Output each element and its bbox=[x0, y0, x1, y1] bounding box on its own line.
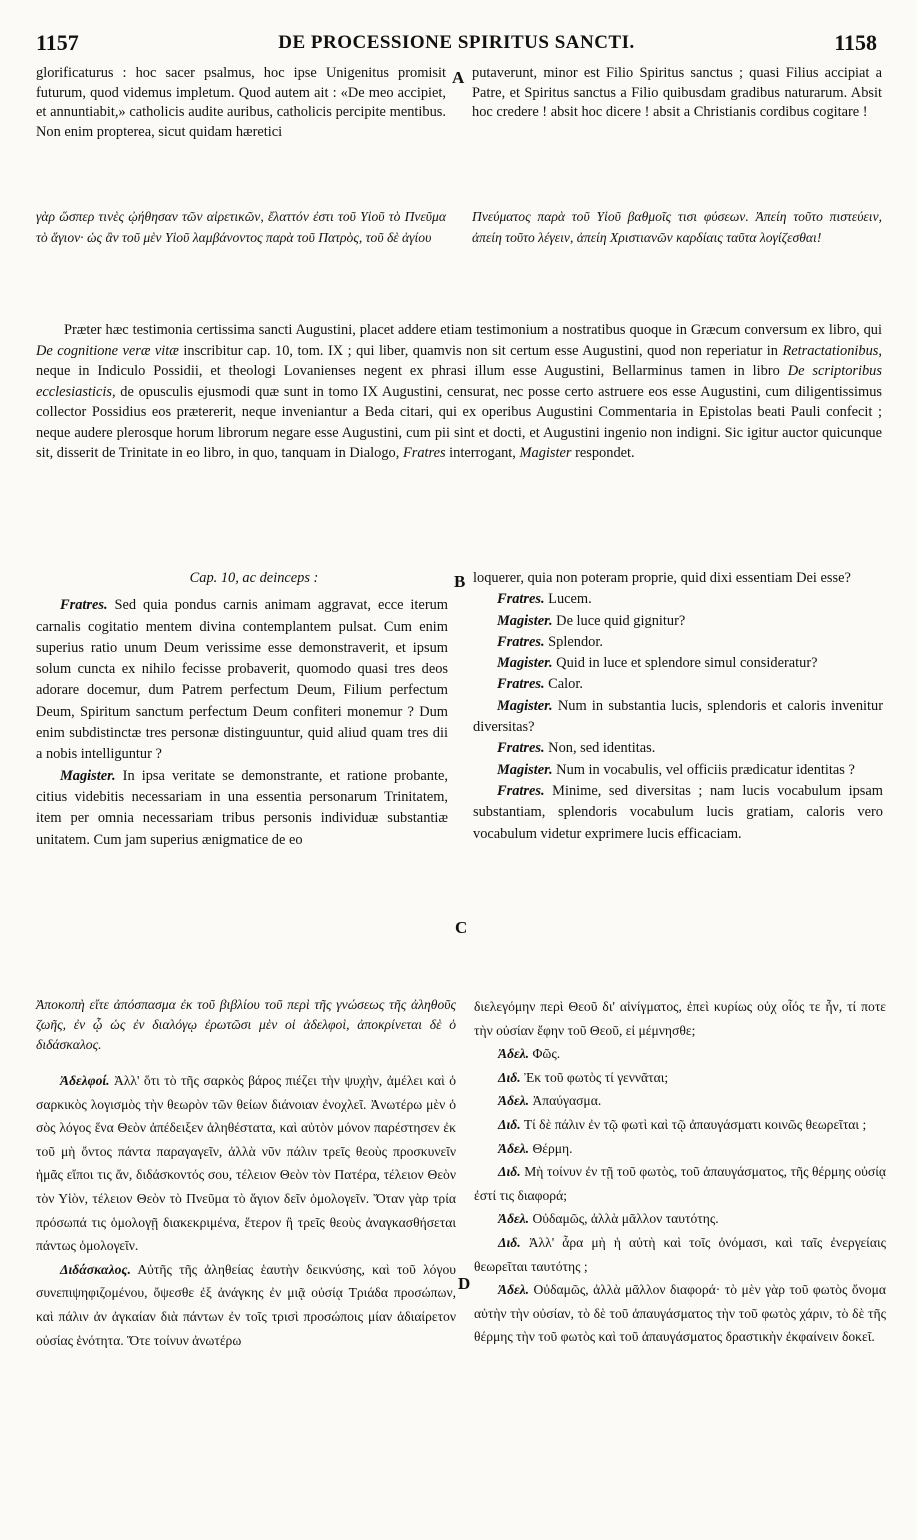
dialogue-line bbox=[474, 1137, 886, 1161]
dialogue-line bbox=[473, 696, 883, 739]
greek-text-top-left bbox=[36, 206, 446, 248]
speaker-label: Ἀδελ. bbox=[498, 1046, 530, 1062]
dialogue-text: Θέρμη. bbox=[529, 1140, 573, 1156]
speaker-label: Magister. bbox=[497, 761, 553, 778]
paragraph bbox=[36, 320, 882, 464]
dialogue-line bbox=[474, 1278, 886, 1349]
greek-text-top-right bbox=[472, 206, 882, 248]
dialogue-text: Ἐκ τοῦ φωτὸς τί γεννᾶται; bbox=[520, 1069, 669, 1085]
speaker-label: Ἀδελ. bbox=[498, 1093, 530, 1109]
speaker-label: Διδ. bbox=[498, 1069, 521, 1085]
dialogue-text: Calor. bbox=[544, 676, 583, 693]
page-number-left: 1157 bbox=[36, 30, 79, 55]
margin-mark-c: C bbox=[455, 918, 468, 937]
intro-text: , de opusculis ejusmodi quæ sunt in tomo IX Augustini, censurat, nec posse certo astruere eos esse Augustini, cum diligentissimus collector Possidius eos prætererit, neque inveniantur a Beda citari, qui ex operibus Augustini Commentaria in Epistolas beati Pauli confecit ; neque audere plerosque horum librorum negare esse Augustini, cum pii sint et docti, et Augustini ingenio non indigni. Sic igitur auctor quicunque sit, disserit de Trinitate in eo libro, in quo, tanquam in Dialogo, bbox=[36, 383, 882, 461]
dialogue-text: Ἀπαύγασμα. bbox=[529, 1093, 602, 1109]
dialogue-text: Non, sed identitas. bbox=[544, 740, 656, 757]
latin-dialogue-right bbox=[473, 568, 883, 845]
dialogue-text: Φῶς. bbox=[529, 1046, 561, 1062]
dialogue-line bbox=[473, 738, 883, 759]
speaker-label: Ἀδελ. bbox=[498, 1211, 530, 1227]
dialogue-line bbox=[474, 1042, 886, 1066]
dialogue-text: Splendor. bbox=[544, 633, 603, 650]
intro-speaker: Fratres bbox=[402, 445, 446, 461]
dialogue-line bbox=[474, 1089, 886, 1113]
dialogue-text: Quid in luce et splendore simul consideratur? bbox=[552, 655, 818, 672]
margin-mark-a: A bbox=[452, 68, 465, 87]
speaker-label: Ἀδελ. bbox=[498, 1140, 530, 1156]
speaker-label: Ἀδελ. bbox=[498, 1282, 530, 1298]
dialogue-text: Sed quia pondus carnis animam aggravat, ecce iterum carnalis cogitatio mentem divina contemplantem pulsat. Cum enim superius ratio unum Deum verissime esse demonstraverit, et ipsum solum cuncta ex nihilo fecisse probaverit, quomodo quasi tres deos adorare docemur, dum Patrem perfectum Deum, Filium perfectum Deum, Spiritum sanctum perfectum Deum confiteri monemur ? Dum enim subdistinctæ tres personæ distinguuntur, quid aliud quam tres dii a nobis intelliguntur ? bbox=[36, 597, 448, 763]
intro-text: inscribitur cap. 10, tom. IX ; qui liber, quamvis non sit certum esse Augustini, quod non reperiatur in bbox=[178, 342, 783, 359]
speaker-label: Διδ. bbox=[498, 1234, 521, 1250]
greek-dialogue-right bbox=[474, 995, 886, 1349]
latin-dialogue-left bbox=[36, 568, 448, 851]
continued-paragraph: διελεγόμην περὶ Θεοῦ δι' αἰνίγματος, ἐπεὶ κυρίως οὐχ οἷός τε ἦν, τί ποτε τὴν οὐσίαν ἔφην τοῦ Θεοῦ, εἰ μέμνησθε; bbox=[474, 999, 886, 1038]
greek-dialogue-right-lines bbox=[474, 1042, 886, 1349]
dialogue-line bbox=[474, 1113, 886, 1137]
intro-paragraph bbox=[36, 320, 882, 464]
intro-book-title: Retractationibus bbox=[782, 342, 879, 359]
margin-mark-b: B bbox=[454, 572, 466, 591]
intro-text: , neque in Indiculo Possidii, et theologi Lovanienses negent ex phrasi illum esse Augustini, Bellarminus tamen in libro bbox=[36, 342, 882, 379]
dialogue-text: Num in substantia lucis, splendoris et caloris invenitur diversitas? bbox=[473, 697, 883, 736]
dialogue-line bbox=[474, 1066, 886, 1090]
dialogue-line bbox=[36, 1258, 456, 1352]
latin-dialogue-left-lines bbox=[36, 595, 448, 851]
latin-dialogue-right-lines bbox=[473, 589, 883, 845]
continued-paragraph: loquerer, quia non poteram proprie, quid dixi essentiam Dei esse? bbox=[473, 570, 851, 586]
dialogue-text: Τί δὲ πάλιν ἐν τῷ φωτὶ καὶ τῷ ἀπαυγάσματι κοινῶς θεωρεῖται ; bbox=[520, 1116, 867, 1132]
speaker-label: Magister. bbox=[497, 697, 553, 714]
dialogue-text: Αὐτῆς τῆς ἀληθείας ἑαυτὴν δεικνύσης, καὶ τοῦ λόγου συνεπιψηφιζομένου, ὄψεσθε ἐξ ἀνάγκης ἐν μιᾷ οὐσίᾳ Τριάδα προσώπων, καὶ πάλιν ἀν ἀγκαίαν διὰ πάντων ἐν τοῖς τρισὶ προσώποις μίαν ἀδιαίρετον οὐσίας ἑνότητα. Ὅτε τοίνυν ἀνωτέρω bbox=[36, 1261, 456, 1348]
dialogue-line bbox=[473, 653, 883, 674]
speaker-label: Magister. bbox=[497, 655, 553, 672]
dialogue-text: Lucem. bbox=[544, 591, 592, 608]
intro-text: Præter hæc testimonia certissima sancti Augustini, placet addere etiam testimonium a nostratibus quoque in Græcum conversum ex libro, qui bbox=[64, 322, 882, 338]
running-title: DE PROCESSIONE SPIRITUS SANCTI. bbox=[278, 32, 635, 53]
greek-dialogue-left bbox=[36, 995, 456, 1352]
speaker-label: Magister. bbox=[497, 612, 553, 629]
greek-heading: Ἀποκοπὴ εἴτε ἀπόσπασμα ἐκ τοῦ βιβλίου τοῦ περὶ τῆς γνώσεως τῆς ἀληθοῦς ζωῆς, ἐν ᾧ ὡς ἐν διαλόγῳ ἐρωτῶσι μὲν οἱ ἀδελφοὶ, ἀποκρίνεται δὲ ὁ διδάσκαλος. bbox=[36, 997, 456, 1052]
speaker-label: Ἀδελφοί. bbox=[60, 1073, 110, 1088]
dialogue-line bbox=[473, 589, 883, 610]
speaker-label: Διδ. bbox=[498, 1164, 521, 1180]
speaker-label: Fratres. bbox=[497, 633, 545, 650]
dialogue-text: Μὴ τοίνυν ἐν τῇ τοῦ φωτὸς, τοῦ ἀπαυγάσματος, τῆς θέρμης οὐσίᾳ ἐστί τις διαφορά; bbox=[474, 1164, 886, 1203]
dialogue-text: Ἀλλ' ἆρα μὴ ἡ αὐτὴ καὶ τοῖς ὀνόμασι, καὶ ταῖς ἐνεργείαις θεωρεῖται ταυτότης ; bbox=[474, 1234, 886, 1274]
paragraph: putaverunt, minor est Filio Spiritus sanctus ; quasi Filius accipiat a Patre, et Spiritus sanctus a Filio quibusdam gradibus naturarum. Absit hoc credere ! absit hoc dicere ! absit a Christianis cordibus cogitare ! bbox=[472, 65, 882, 121]
latin-text-top-right bbox=[472, 64, 882, 123]
dialogue-line bbox=[474, 1231, 886, 1278]
intro-text: respondet. bbox=[571, 445, 635, 461]
speaker-label: Διδάσκαλος. bbox=[60, 1261, 131, 1277]
speaker-label: Fratres. bbox=[497, 740, 545, 757]
dialogue-line bbox=[36, 766, 448, 851]
dialogue-line bbox=[474, 1207, 886, 1231]
page-number-right: 1158 bbox=[834, 30, 877, 55]
intro-text: interrogant, bbox=[445, 445, 520, 461]
dialogue-line bbox=[36, 1069, 456, 1258]
intro-speaker: Magister bbox=[519, 445, 572, 461]
dialogue-line bbox=[473, 760, 883, 781]
speaker-label: Magister. bbox=[60, 767, 116, 784]
intro-book-title: De scriptoribus ecclesiasticis bbox=[36, 363, 882, 400]
paragraph: γὰρ ὥσπερ τινὲς ᾠήθησαν τῶν αἱρετικῶν, ἔλαττόν ἐστι τοῦ Υἱοῦ τὸ Πνεῦμα τὸ ἅγιον· ὡς ἂν τοῦ μὲν Υἱοῦ λαμβάνοντος παρὰ τοῦ Πατρὸς, τοῦ δὲ ἁγίου bbox=[36, 209, 446, 245]
dialogue-text: Ἀλλ' ὅτι τὸ τῆς σαρκὸς βάρος πιέζει τὴν ψυχὴν, ἀμέλει καὶ ὁ σαρκικὸς λογισμὸς τὴν θεωρὸν τῶν θείων διάνοιαν ἐνοχλεῖ. Ἀνωτέρω μὲν ὁ σὸς λόγος ἕνα Θεὸν ἀπέδειξεν ἀληθέστατα, καὶ αὐτὸν μόνον παρέστησεν ἐκ τοῦ μὴ ὄντος πάντα παραγαγεῖν, ἀλλὰ νῦν πάλιν τρεῖς θεοὺς προσκυνεῖν ἡμᾶς εἴποι τις ἄν, διδάσκοντός σου, τέλειον Θεὸν τὸν Πατέρα, τέλειον Θεὸν τὸν Υἱὸν, τέλειον Θεὸν τὸ Πνεῦμα τὸ ἅγιον δεῖν ὁμολογεῖν. Ὅταν γὰρ τρία πρόσωπά τις ὁμολογῇ διακεκριμένα, ἕτερον ἢ τρεῖς θεοὺς ἀναγκασθήσεται πάντως ὁμολογεῖν. bbox=[36, 1073, 456, 1254]
speaker-label: Fratres. bbox=[60, 597, 108, 614]
dialogue-line bbox=[473, 632, 883, 653]
dialogue-line bbox=[36, 595, 448, 765]
dialogue-line bbox=[473, 611, 883, 632]
chapter-heading: Cap. 10, ac deinceps : bbox=[189, 570, 319, 586]
dialogue-text: Minime, sed diversitas ; nam lucis vocabulum ipsam substantiam, splendoris vocabulum lucis gratiam, caloris vero vocabulum videtur exprimere lucis efficaciam. bbox=[473, 782, 883, 842]
paragraph: Πνεύματος παρὰ τοῦ Υἱοῦ βαθμοῖς τισι φύσεων. Ἀπείη τοῦτο πιστεύειν, ἀπείη τοῦτο λέγειν, ἀπείη Χριστιανῶν καρδίαις ταῦτα λογίζεσθαι! bbox=[472, 209, 882, 245]
page-header bbox=[36, 30, 877, 58]
speaker-label: Fratres. bbox=[497, 591, 545, 608]
dialogue-text: Οὐδαμῶς, ἀλλὰ μᾶλλον ταυτότης. bbox=[529, 1211, 719, 1227]
speaker-label: Διδ. bbox=[498, 1116, 521, 1132]
greek-dialogue-left-lines bbox=[36, 1069, 456, 1352]
intro-book-title: De cognitione veræ vitæ bbox=[36, 342, 179, 359]
latin-text-top-left bbox=[36, 64, 446, 142]
paragraph: glorificaturus : hoc sacer psalmus, hoc ipse Unigenitus promisit futurum, quod videmus impletum. Quod autem ait : «De meo accipiet, et annuntiabit,» catholicis audite auribus, catholicis percipite mentibus. Non enim propterea, sicut quidam hæretici bbox=[36, 65, 446, 140]
dialogue-text: In ipsa veritate se demonstrante, et ratione probante, citius videbitis necessariam in una essentia personarum Trinitatem, item per omnia necessariam tribus personis individuæ substantiæ unitatem. Cum jam superius ænigmatice de eo bbox=[36, 767, 448, 848]
speaker-label: Fratres. bbox=[497, 782, 545, 799]
speaker-label: Fratres. bbox=[497, 676, 545, 693]
dialogue-line bbox=[473, 674, 883, 695]
dialogue-text: Οὐδαμῶς, ἀλλὰ μᾶλλον διαφορά· τὸ μὲν γὰρ τοῦ φωτὸς ὄνομα αὐτὴν τὴν οὐσίαν, τὸ δὲ τοῦ ἀπαυγάσματος τὴν τοῦ φωτὸς χάριν, τὸ δὲ τῆς θέρμης τὴν τοῦ φωτὸς καὶ τοῦ ἀπαυγάσματος δραστικὴν ἐκφαίνειν δοκεῖ. bbox=[474, 1282, 886, 1345]
margin-mark-d: D bbox=[458, 1274, 471, 1293]
dialogue-line bbox=[474, 1160, 886, 1207]
dialogue-text: De luce quid gignitur? bbox=[552, 612, 686, 629]
dialogue-text: Num in vocabulis, vel officiis prædicatur identitas ? bbox=[552, 761, 855, 778]
dialogue-line bbox=[473, 781, 883, 845]
